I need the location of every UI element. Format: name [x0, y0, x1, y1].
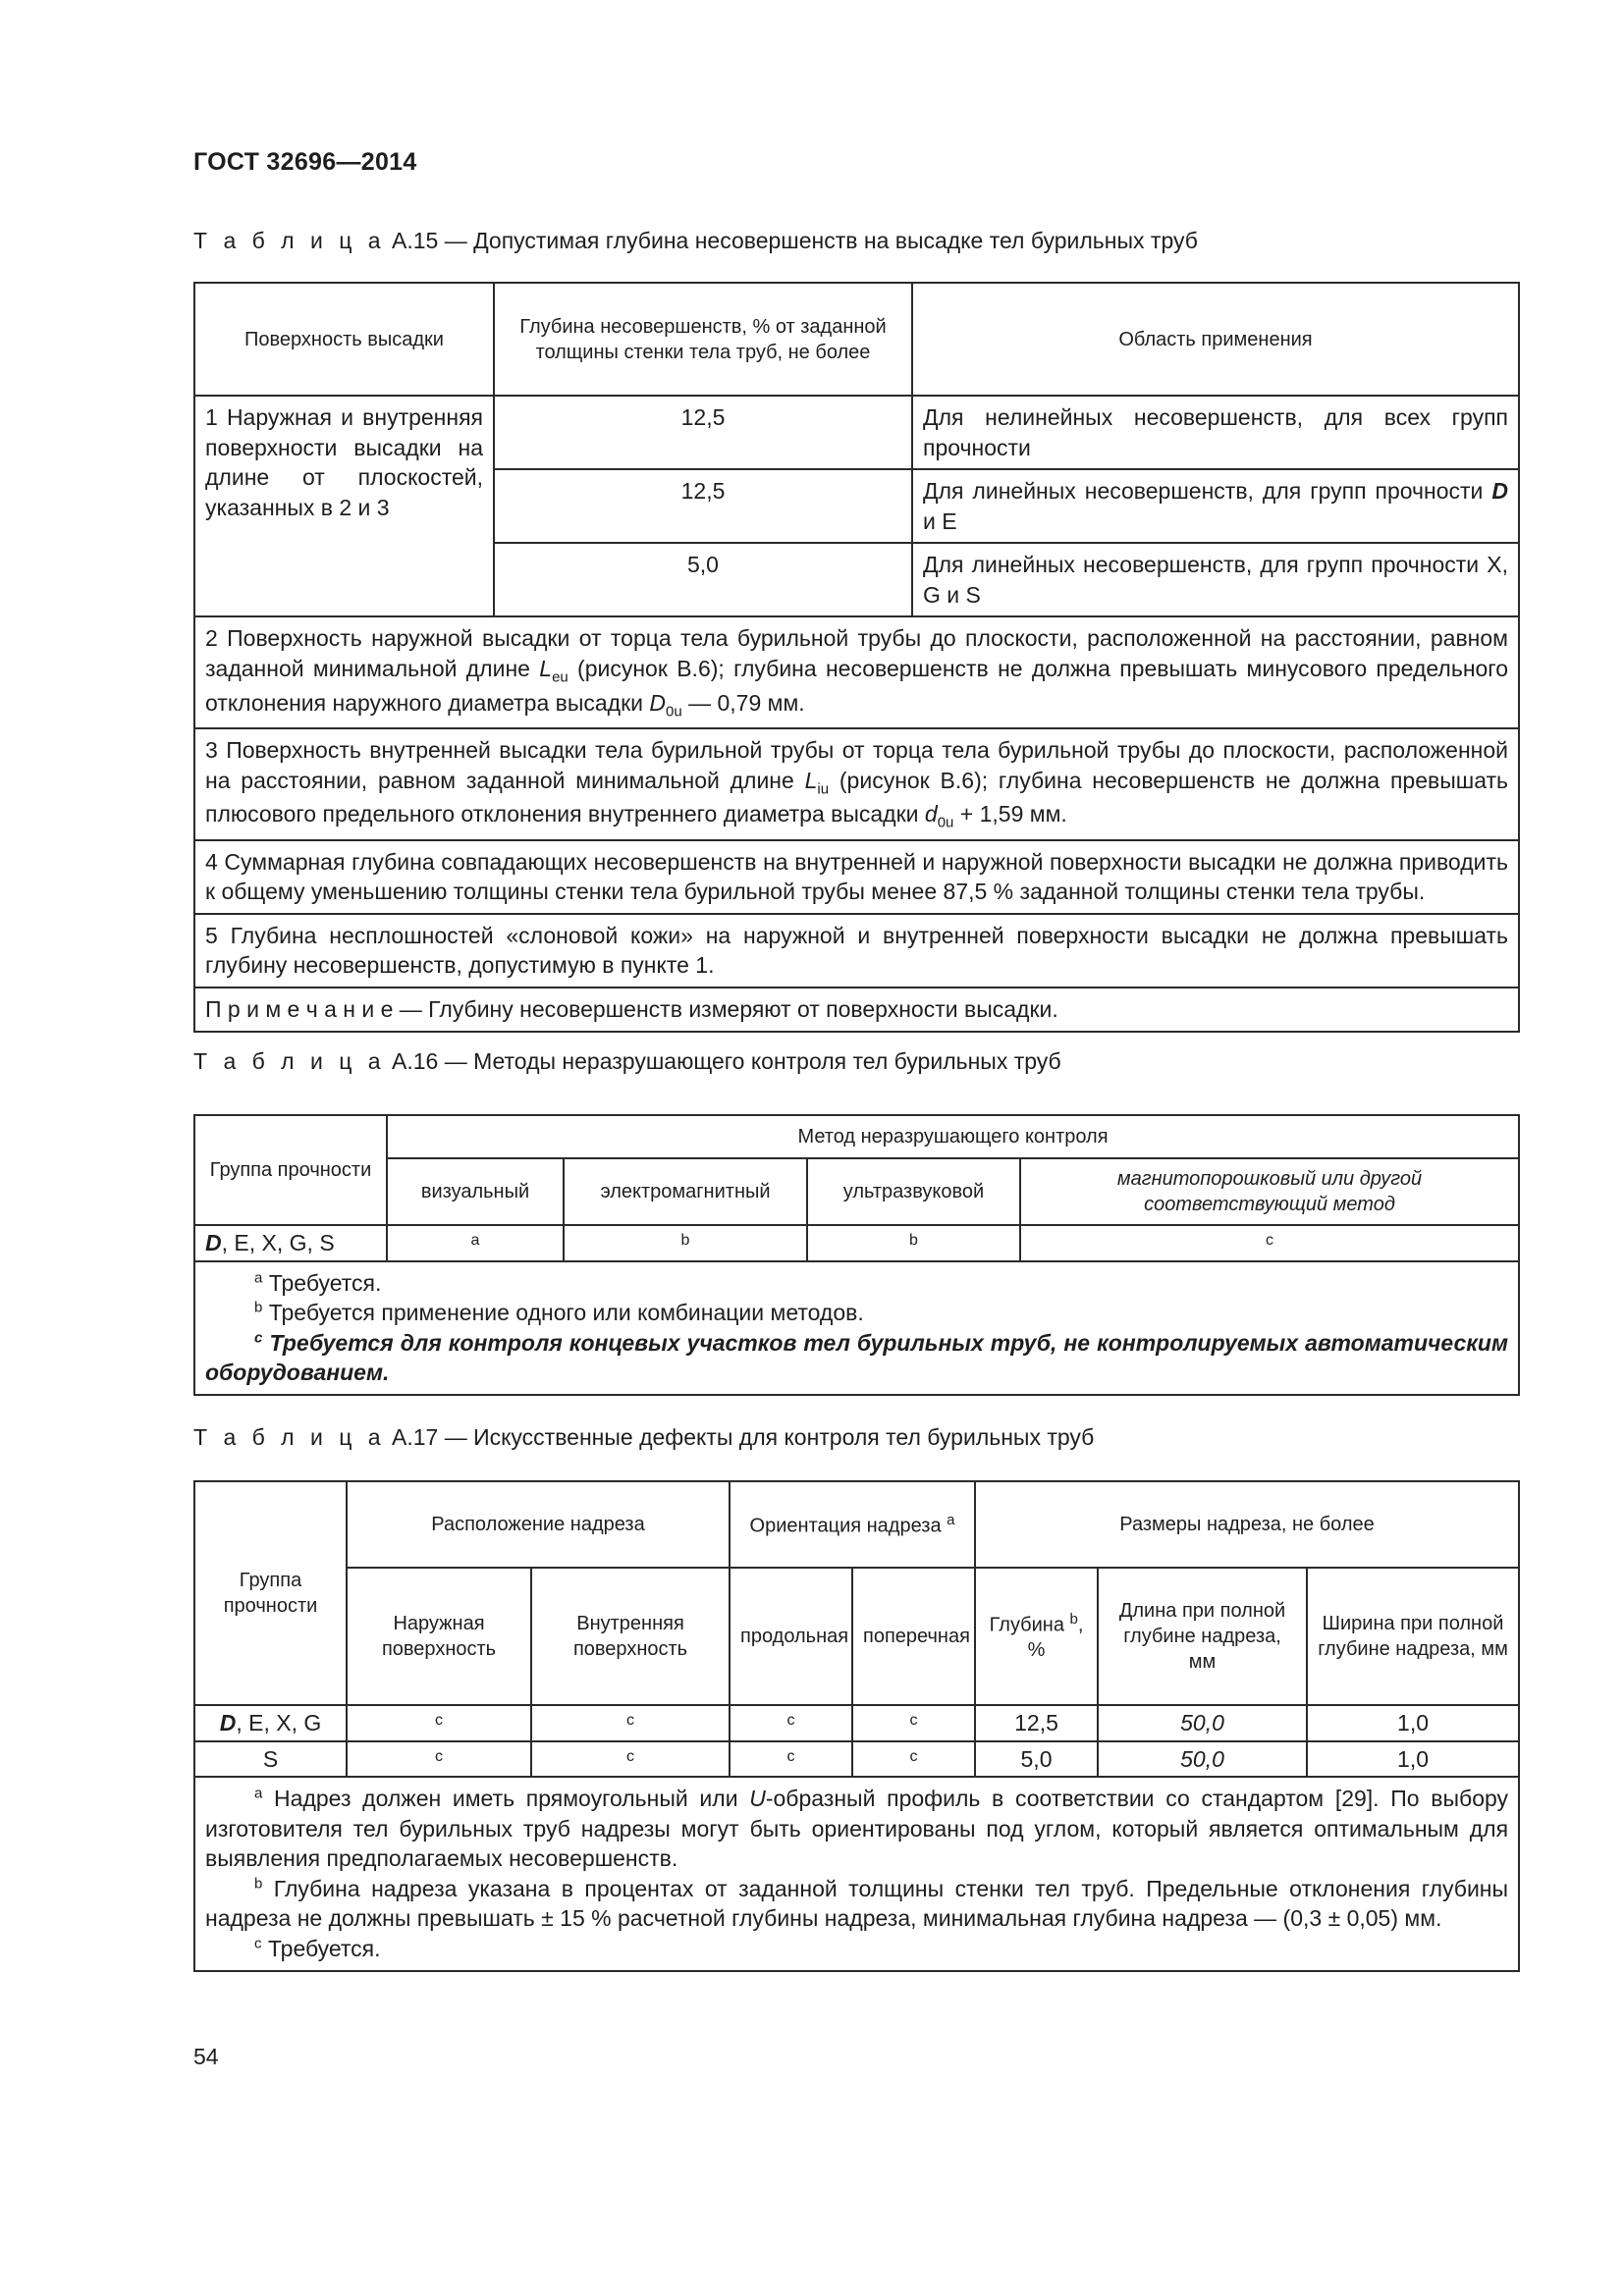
table-note: П р и м е ч а н и е — Глубину несовершенств измеряют от поверхности высадки.: [194, 988, 1519, 1032]
group-cell: D, E, X, G: [194, 1705, 347, 1741]
mark-cell: a: [387, 1225, 564, 1261]
sub-header-depth: Глубина $^b$, %: [975, 1568, 1098, 1705]
surface-cell: 1 Наружная и внутренняя поверхности высадки на длине от плоскостей, указанных в 2 и 3: [194, 396, 494, 616]
table-a17-footnotes: [194, 1777, 1519, 1970]
footnote-b: $^b$ Требуется применение одного или комбинации методов.: [254, 1299, 864, 1326]
table-row: [194, 1225, 1519, 1261]
table-row: [194, 1741, 1519, 1778]
method-magnetic-particle: магнитопорошковый или другой соответствующий метод: [1020, 1158, 1519, 1225]
col-header-location: Расположение надреза: [347, 1481, 730, 1568]
footnote-c: $^c$ Требуется для контроля концевых участков тел бурильных труб, не контролируемых автоматическим оборудованием.: [205, 1329, 1508, 1386]
table-a15-header-row: [194, 283, 1519, 396]
document-header: ГОСТ 32696—2014: [193, 148, 417, 176]
mark-cell: c: [852, 1705, 975, 1741]
mark-cell: c: [347, 1741, 531, 1778]
footnote-c: $^c$ Требуется.: [254, 1935, 381, 1962]
table-row: [194, 914, 1519, 988]
mark-cell: c: [531, 1741, 730, 1778]
col-header-surface: Поверхность высадки: [194, 283, 494, 396]
table-a15-caption: Т а б л и ц а А.15 — Допустимая глубина несовершенств на высадке тел бурильных труб: [193, 228, 1198, 253]
scope-cell: Для нелинейных несовершенств, для всех групп прочности: [912, 396, 1519, 469]
table-footnotes-row: [194, 1777, 1519, 1970]
group-cell: S: [194, 1741, 347, 1778]
table-a16-caption: Т а б л и ц а А.16 — Методы неразрушающего контроля тел бурильных труб: [193, 1048, 1061, 1074]
col-header-group: Группа прочности: [194, 1115, 387, 1225]
item-5-text: 5 Глубина несплошностей «слоновой кожи» на наружной и внутренней поверхности высадки не должна превышать глубину несовершенств, допустимую в пункте 1.: [194, 914, 1519, 988]
table-row: [194, 396, 1519, 469]
col-header-orientation: Ориентация надреза $^a$: [730, 1481, 975, 1568]
sub-header-length: Длина при полной глубине надреза, мм: [1098, 1568, 1307, 1705]
sub-header-width: Ширина при полной глубине надреза, мм: [1307, 1568, 1519, 1705]
depth-cell: 12,5: [494, 469, 912, 543]
table-a17: [193, 1480, 1520, 1972]
footnote-a: $^a$ Требуется.: [254, 1268, 382, 1296]
depth-cell: 12,5: [494, 396, 912, 469]
table-a16-header-row: [194, 1115, 1519, 1158]
mark-cell: c: [852, 1741, 975, 1778]
table-footnotes-row: [194, 1261, 1519, 1395]
depth-cell: 5,0: [975, 1741, 1098, 1778]
scope-cell: Для линейных несовершенств, для групп прочности X, G и S: [912, 543, 1519, 616]
sub-header-longitudinal: продольная: [730, 1568, 852, 1705]
footnote-b: $^b$ Глубина надреза указана в процентах от заданной толщины стенки тел труб. Предельные отклонения глубины надреза не должны превышать ± 15 % расчетной глубины надреза, минимальная глубина надреза — (0,3 ± 0,05) мм.: [205, 1875, 1509, 1932]
table-a17-caption: Т а б л и ц а А.17 — Искусственные дефекты для контроля тел бурильных труб: [193, 1424, 1095, 1450]
table-a17-subheader-row: [194, 1568, 1519, 1705]
mark-cell: c: [347, 1705, 531, 1741]
sub-header-outer: Наружная поверхность: [347, 1568, 531, 1705]
method-electromagnetic: электромагнитный: [564, 1158, 807, 1225]
table-a17-header-row: [194, 1481, 1519, 1568]
mark-cell: b: [564, 1225, 807, 1261]
table-row: [194, 988, 1519, 1032]
item-2-text: 2 Поверхность наружной высадки от торца тела бурильной трубы до плоскости, расположенной на расстоянии, равном заданной минимальной длине $L_{eu}$ (рисунок В.6); глубина несовершенств не должна превышать минусового предельного отклонения наружного диаметра высадки $D_{0u}$ — 0,79 мм.: [194, 616, 1519, 728]
width-cell: 1,0: [1307, 1741, 1519, 1778]
col-header-sizes: Размеры надреза, не более: [975, 1481, 1519, 1568]
table-a15: [193, 282, 1520, 1033]
col-header-method: Метод неразрушающего контроля: [387, 1115, 1519, 1158]
sub-header-inner: Внутренняя поверхность: [531, 1568, 730, 1705]
mark-cell: c: [730, 1705, 852, 1741]
col-header-group: Группа прочности: [194, 1481, 347, 1705]
width-cell: 1,0: [1307, 1705, 1519, 1741]
scope-cell: Для линейных несовершенств, для групп прочности D и Е: [912, 469, 1519, 543]
mark-cell: b: [807, 1225, 1020, 1261]
item-4-text: 4 Суммарная глубина совпадающих несовершенств на внутренней и наружной поверхности высадки не должна приводить к общему уменьшению толщины стенки тела бурильной трубы менее 87,5 % заданной толщины стенки тела трубы.: [194, 840, 1519, 914]
table-a16-subheader-row: [194, 1158, 1519, 1225]
sub-header-transverse: поперечная: [852, 1568, 975, 1705]
table-a16: [193, 1114, 1520, 1396]
table-a16-footnotes: [194, 1261, 1519, 1395]
method-visual: визуальный: [387, 1158, 564, 1225]
mark-cell: c: [1020, 1225, 1519, 1261]
length-cell: 50,0: [1098, 1705, 1307, 1741]
mark-cell: c: [531, 1705, 730, 1741]
footnote-a: $^a$ Надрез должен иметь прямоугольный или U-образный профиль в соответствии со стандартом [29]. По выбору изготовителя тел бурильных труб надрезы могут быть ориентированы под углом, который является оптимальным для выявления предполагаемых несовершенств.: [205, 1785, 1509, 1872]
depth-cell: 12,5: [975, 1705, 1098, 1741]
method-ultrasonic: ультразвуковой: [807, 1158, 1020, 1225]
mark-cell: c: [730, 1741, 852, 1778]
col-header-scope: Область применения: [912, 283, 1519, 396]
table-row: [194, 1705, 1519, 1741]
table-row: [194, 840, 1519, 914]
length-cell: 50,0: [1098, 1741, 1307, 1778]
group-cell: D, E, X, G, S: [194, 1225, 387, 1261]
table-row: [194, 728, 1519, 840]
table-row: [194, 616, 1519, 728]
depth-cell: 5,0: [494, 543, 912, 616]
col-header-depth: Глубина несовершенств, % от заданной толщины стенки тела труб, не более: [494, 283, 912, 396]
item-3-text: 3 Поверхность внутренней высадки тела бурильной трубы от торца тела бурильной трубы до плоскости, расположенной на расстоянии, равном заданной минимальной длине $L_{iu}$ (рисунок В.6); глубина несовершенств не должна превышать плюсового предельного отклонения внутреннего диаметра высадки $d_{0u} + 1,59$ мм.: [194, 728, 1519, 840]
page-number: 54: [193, 2044, 219, 2069]
